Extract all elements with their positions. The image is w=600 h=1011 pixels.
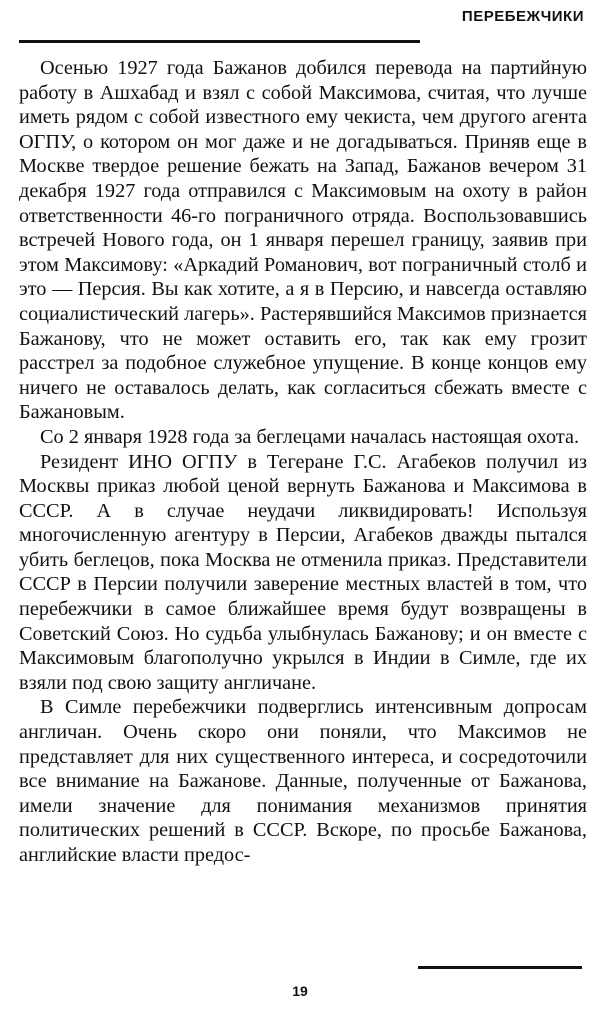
running-head-title: ПЕРЕБЕЖЧИКИ <box>461 8 584 25</box>
paragraph: Резидент ИНО ОГПУ в Тегеране Г.С. Агабеков получил из Москвы приказ любой ценой вернуть Бажанова и Максимова в СССР. А в случае неудачи ликвидировать! Используя многочисленную агентуру в Персии, Агабеков дважды пытался убить беглецов, пока Москва не отменила приказ. Представители СССР в Персии получили заверение местных властей в том, что перебежчики в самое ближайшее время будут возвращены в Советский Союз. Но судьба улыбнулась Бажанову; и он вместе с Максимовым благополучно укрылся в Индии в Симле, где их взяли под свою защиту англичане. <box>19 450 587 694</box>
header-rule <box>19 40 420 43</box>
paragraph: Со 2 января 1928 года за беглецами началась настоящая охота. <box>40 425 580 448</box>
paragraph: В Симле перебежчики подверглись интенсивным допросам англичан. Очень скоро они поняли, что Максимов не представляет для них существенного интереса, и сосредоточили все внимание на Бажанове. Данные, полученные от Бажанова, имели значение для понимания механизмов принятия политических решений в СССР. Вскоре, по просьбе Бажанова, английские власти предос- <box>19 696 587 866</box>
page-number: 19 <box>292 983 308 999</box>
footer-rule <box>418 966 582 969</box>
paragraph: Осенью 1927 года Бажанов добился перевода на партийную работу в Ашхабад и взял с собой Максимова, считая, что лучше иметь рядом с собой известного ему чекиста, чем другого агента ОГПУ, о котором он мог даже и не догадываться. Приняв еще в Москве твердое решение бежать на Запад, Бажанов вечером 31 декабря 1927 года отправился с Максимовым на охоту в район ответственности 46-го пограничного отряда. Воспользовавшись встречей Нового года, он 1 января перешел границу, заявив при этом Максимову: «Аркадий Романович, вот пограничный столб и это — Персия. Вы как хотите, а я в Персию, и навсегда оставляю социалистический лагерь». Растерявшийся Максимов признается Бажанову, что не может оставить его, так как ему грозит расстрел за подобное служебное упущение. В конце концов ему ничего не оставалось делать, как согласиться сбежать вместе с Бажановым. <box>19 57 587 424</box>
body-text <box>19 56 587 868</box>
